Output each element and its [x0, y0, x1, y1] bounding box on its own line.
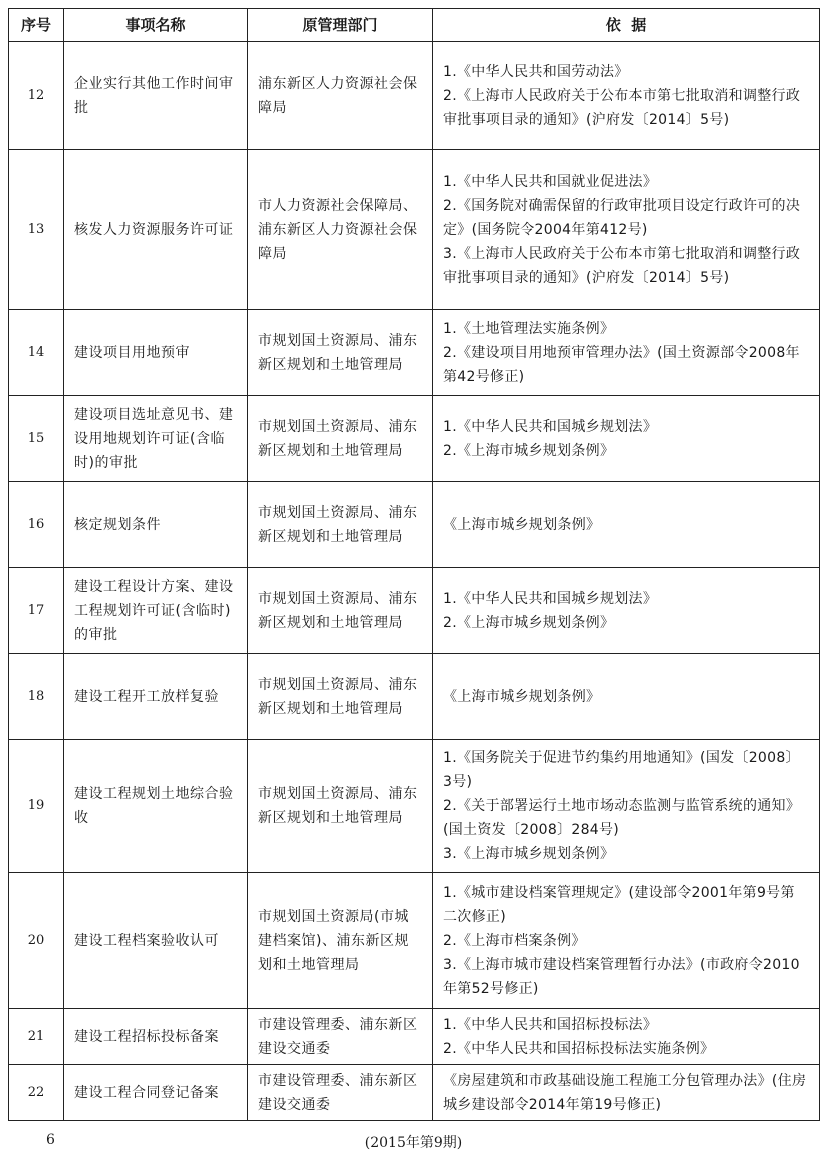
basis-reference: 3.《上海市城乡规划条例》	[443, 846, 615, 862]
table-row	[9, 310, 820, 396]
row-serial: 14	[9, 310, 64, 396]
basis-reference: 2.《上海市城乡规划条例》	[443, 442, 615, 459]
row-department: 市规划国土资源局、浦东新区规划和土地管理局	[248, 310, 433, 396]
row-serial: 19	[9, 740, 64, 873]
row-item-name: 建设工程合同登记备案	[64, 1065, 248, 1121]
header-serial: 序号	[9, 9, 64, 42]
header-basis: 依 据	[433, 9, 820, 42]
row-serial: 20	[9, 873, 64, 1009]
basis-reference: 1.《中华人民共和国就业促进法》	[443, 173, 658, 190]
row-item-name: 建设工程开工放样复验	[64, 654, 248, 740]
row-serial: 22	[9, 1065, 64, 1121]
basis-reference: 1.《中华人民共和国城乡规划法》	[443, 590, 658, 607]
row-basis	[433, 42, 820, 150]
row-department: 市建设管理委、浦东新区建设交通委	[248, 1065, 433, 1121]
basis-reference: 1.《国务院关于促进节约集约用地通知》(国发〔2008〕3号)	[443, 750, 800, 790]
row-department: 市规划国土资源局、浦东新区规划和土地管理局	[248, 740, 433, 873]
basis-reference: 2.《上海市城乡规划条例》	[443, 614, 615, 631]
basis-reference: 2.《上海市人民政府关于公布本市第七批取消和调整行政审批事项目录的通知》(沪府发〔2014〕5号)	[443, 87, 801, 128]
basis-reference: 2.《关于部署运行土地市场动态监测与监管系统的通知》(国土资发〔2008〕284号)	[443, 798, 801, 838]
row-item-name: 建设项目选址意见书、建设用地规划许可证(含临时)的审批	[64, 396, 248, 482]
table-row	[9, 1009, 820, 1065]
basis-reference: 1.《中华人民共和国劳动法》	[443, 63, 629, 80]
page-number: 6	[46, 1132, 55, 1148]
row-basis	[433, 740, 820, 873]
row-department: 市规划国土资源局、浦东新区规划和土地管理局	[248, 482, 433, 568]
table-row	[9, 396, 820, 482]
row-serial: 21	[9, 1009, 64, 1065]
basis-reference: 1.《城市建设档案管理规定》(建设部令2001年第9号第二次修正)	[443, 884, 795, 925]
row-item-name: 核定规划条件	[64, 482, 248, 568]
basis-reference: 1.《中华人民共和国城乡规划法》	[443, 418, 658, 435]
row-item-name: 核发人力资源服务许可证	[64, 150, 248, 310]
header-item-name: 事项名称	[64, 9, 248, 42]
row-department: 市建设管理委、浦东新区建设交通委	[248, 1009, 433, 1065]
row-department: 市人力资源社会保障局、浦东新区人力资源社会保障局	[248, 150, 433, 310]
table-row	[9, 740, 820, 873]
issue-label: (2015年第9期)	[364, 1135, 463, 1151]
table-row	[9, 150, 820, 310]
row-basis	[433, 310, 820, 396]
row-basis	[433, 150, 820, 310]
row-item-name: 建设工程招标投标备案	[64, 1009, 248, 1065]
row-basis	[433, 1009, 820, 1065]
row-basis	[433, 654, 820, 740]
row-serial: 17	[9, 568, 64, 654]
row-item-name: 建设工程设计方案、建设工程规划许可证(含临时)的审批	[64, 568, 248, 654]
table-row	[9, 568, 820, 654]
row-department: 浦东新区人力资源社会保障局	[248, 42, 433, 150]
header-department: 原管理部门	[248, 9, 433, 42]
row-serial: 13	[9, 150, 64, 310]
table-header-row	[9, 9, 820, 42]
basis-reference: 2.《建设项目用地预审管理办法》(国土资源部令2008年第42号修正)	[443, 344, 800, 385]
basis-reference: 《房屋建筑和市政基础设施工程施工分包管理办法》(住房城乡建设部令2014年第19号修正)	[443, 1072, 807, 1113]
basis-reference: 1.《中华人民共和国招标投标法》	[443, 1016, 658, 1033]
page-footer	[0, 1128, 827, 1158]
row-item-name: 建设项目用地预审	[64, 310, 248, 396]
table-row	[9, 1065, 820, 1121]
table-row	[9, 873, 820, 1009]
row-basis	[433, 568, 820, 654]
basis-reference: 1.《土地管理法实施条例》	[443, 320, 615, 337]
row-department: 市规划国土资源局、浦东新区规划和土地管理局	[248, 654, 433, 740]
row-department: 市规划国土资源局、浦东新区规划和土地管理局	[248, 568, 433, 654]
row-department: 市规划国土资源局(市城建档案馆)、浦东新区规划和土地管理局	[248, 873, 433, 1009]
table-row	[9, 654, 820, 740]
row-department: 市规划国土资源局、浦东新区规划和土地管理局	[248, 396, 433, 482]
basis-reference: 2.《国务院对确需保留的行政审批项目设定行政许可的决定》(国务院令2004年第412号)	[443, 197, 801, 238]
row-serial: 16	[9, 482, 64, 568]
row-basis	[433, 396, 820, 482]
row-item-name: 企业实行其他工作时间审批	[64, 42, 248, 150]
basis-reference: 《上海市城乡规划条例》	[443, 516, 601, 533]
row-basis	[433, 1065, 820, 1121]
basis-reference: 《上海市城乡规划条例》	[443, 688, 601, 705]
basis-reference: 3.《上海市人民政府关于公布本市第七批取消和调整行政审批事项目录的通知》(沪府发〔2014〕5号)	[443, 245, 801, 286]
row-basis	[433, 482, 820, 568]
approval-items-table	[8, 8, 820, 1121]
row-item-name: 建设工程规划土地综合验收	[64, 740, 248, 873]
row-serial: 18	[9, 654, 64, 740]
table-row	[9, 482, 820, 568]
basis-reference: 3.《上海市城市建设档案管理暂行办法》(市政府令2010年第52号修正)	[443, 956, 800, 997]
row-serial: 12	[9, 42, 64, 150]
table-row	[9, 42, 820, 150]
basis-reference: 2.《上海市档案条例》	[443, 932, 586, 949]
row-serial: 15	[9, 396, 64, 482]
row-item-name: 建设工程档案验收认可	[64, 873, 248, 1009]
row-basis	[433, 873, 820, 1009]
basis-reference: 2.《中华人民共和国招标投标法实施条例》	[443, 1040, 715, 1057]
